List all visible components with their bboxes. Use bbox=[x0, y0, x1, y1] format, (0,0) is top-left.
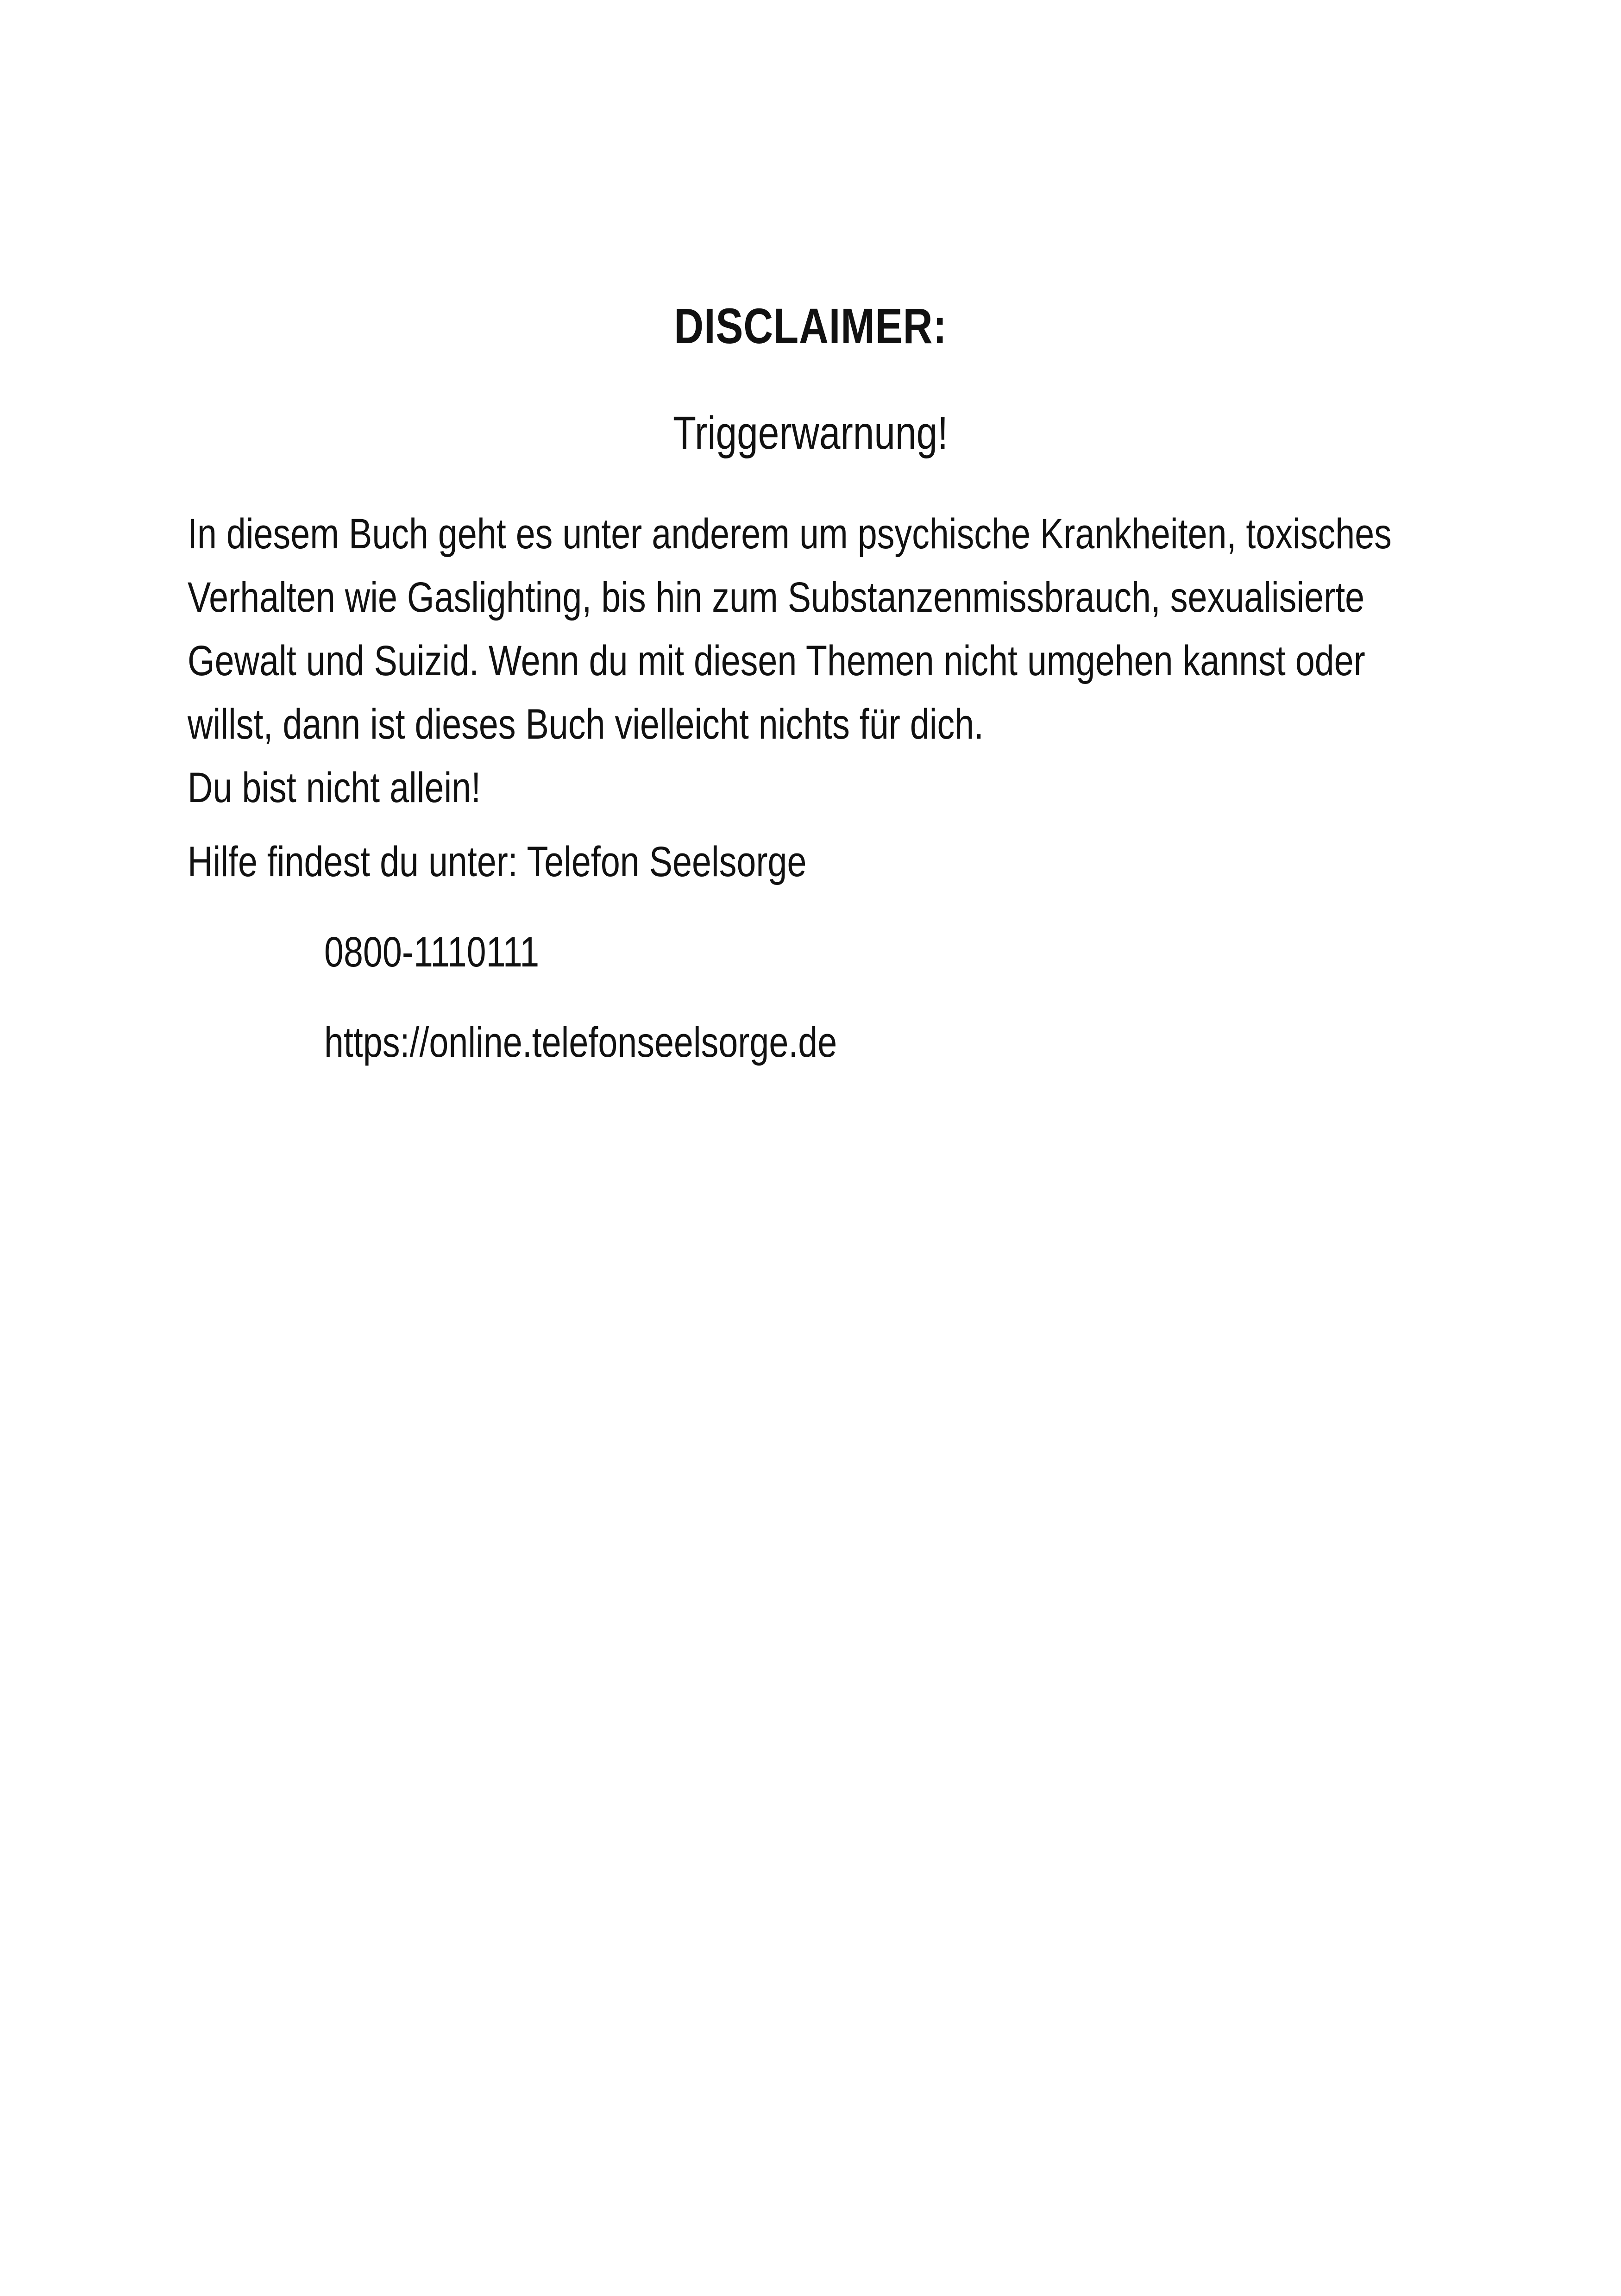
body-line: Verhalten wie Gaslighting, bis hin zum Substanzenmissbrauch, sexualisierte bbox=[188, 574, 1365, 621]
help-url: https://online.telefonseelsorge.de bbox=[324, 1019, 837, 1066]
help-text: Hilfe findest du unter: Telefon Seelsorge bbox=[188, 838, 807, 885]
body-line: Gewalt und Suizid. Wenn du mit diesen Themen nicht umgehen kannst oder bbox=[188, 637, 1365, 684]
phone-number: 0800-1110111 bbox=[324, 928, 540, 976]
body-line: willst, dann ist dieses Buch vielleicht nichts für dich. bbox=[188, 701, 984, 748]
page-subtitle: Triggerwarnung! bbox=[672, 407, 949, 459]
page-title: DISCLAIMER: bbox=[674, 298, 947, 354]
body-paragraph bbox=[188, 502, 1555, 820]
body-line: In diesem Buch geht es unter anderem um psychische Krankheiten, toxisches bbox=[188, 510, 1392, 558]
body-line: Du bist nicht allein! bbox=[188, 764, 481, 811]
